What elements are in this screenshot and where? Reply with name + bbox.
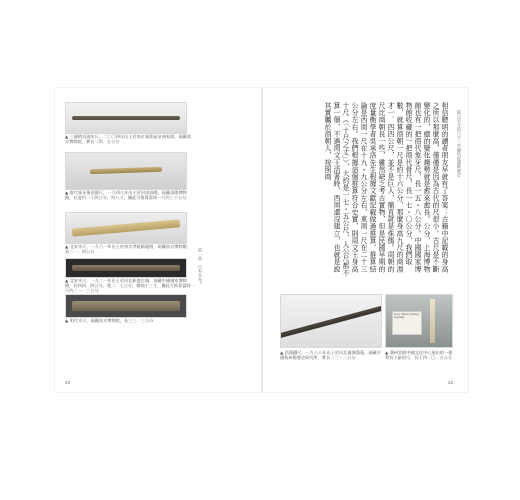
figure-photo-shang-ivory-ruler (385, 294, 453, 348)
gutter (261, 88, 263, 392)
body-text: 相信聰明的讀者朋友早就有了答案：古籍中記載的身高之所以那麼高，僅僅是因為古代的尺很小。古尺是不斷變化的，總的變化趨勢就是愈來愈長。公分，上海博物館也有一把商代象牙尺，長一五・八公分。中國國家博物館收藏的一把商代骨尺，長一七・〇公分，我們取數，就算商朝一尺是約十六公分，那麼身高九尺的商湯才一．四四公尺，並不是巨人，簡直就是侏儒。周朝的尺比商朝長一些，雖然缺乏考古實物，但是民國早期的度量衡學者吳承洛先生根據文獻記載做過推算，推算結論是西周一尺在十九・九公分左右，東周一尺在二十三公分左右。我們根據這個推算符合史實，則周文王身高十尺（「十尺之丈」），大約是一七・五公尺，人公尺都不算一個，不過周文王活著時，西周還沒建立，也就是說其實屬於商朝人，按照商 (323, 102, 448, 277)
figure-caption: ▲ 明代木尺，現藏南京博物院，長三三．三公分 (65, 318, 154, 323)
figure-caption: ▲ 漢州宮殿中國文化中心展出的一根利有卜辭的尺，長十四一〇．五公分 (385, 350, 453, 361)
running-head: 從古至今的尺寸一有趣的度量衡歷史 (457, 110, 462, 178)
page-number: 23 (65, 380, 71, 385)
museum-plaque: Ivory Ruler, Shang Dynasty (392, 311, 422, 335)
figure-caption: ▲ 三國時吳國木尺，二〇〇四年出土於南京秦淮區皇冊家園，現藏南京博物院，實長二四．五公分 (65, 134, 192, 145)
figure-photo-han-iron-ruler (280, 294, 382, 348)
figure-caption: ▲ 北宋木尺，一九二一年出土於河北鉅鹿古城，現藏中國國家博物館，長四四．四公分，寬二．七公分，標刻十三寸，據此可推算當時一尺約三一．三公分 (65, 278, 195, 294)
figure-photo-tang-ruler (65, 152, 187, 190)
figure-caption: ▲ 唐代象牙嵌金銀尺，一九四八年出土於河南洛陽，現藏洛陽博物館，長度約二十四公分，約八寸，據此可推算當時一尺約三十公分 (65, 190, 187, 201)
book-spread (55, 88, 468, 392)
figure-photo-song-ruler-julu (65, 258, 187, 278)
figure-photo-wu-ruler (65, 102, 187, 134)
figure-caption: ▲ 西漢鐵尺，一九八八年出土於河北滿城漢墓，現藏中國杭州陽歷史研究所，實長二三・二公分 (280, 350, 381, 361)
page-number: 22 (448, 380, 454, 385)
figure-photo-ming-ruler (65, 294, 187, 318)
running-head: 第一章 尺有多長？ (198, 248, 203, 286)
figure-photo-song-ruler-nanjing (65, 212, 187, 244)
figure-caption: ▲ 北宋木尺，一九六一年出土於南京孝陵衛砲塔，現藏南京博物館，長三一．四公分 (65, 244, 192, 255)
